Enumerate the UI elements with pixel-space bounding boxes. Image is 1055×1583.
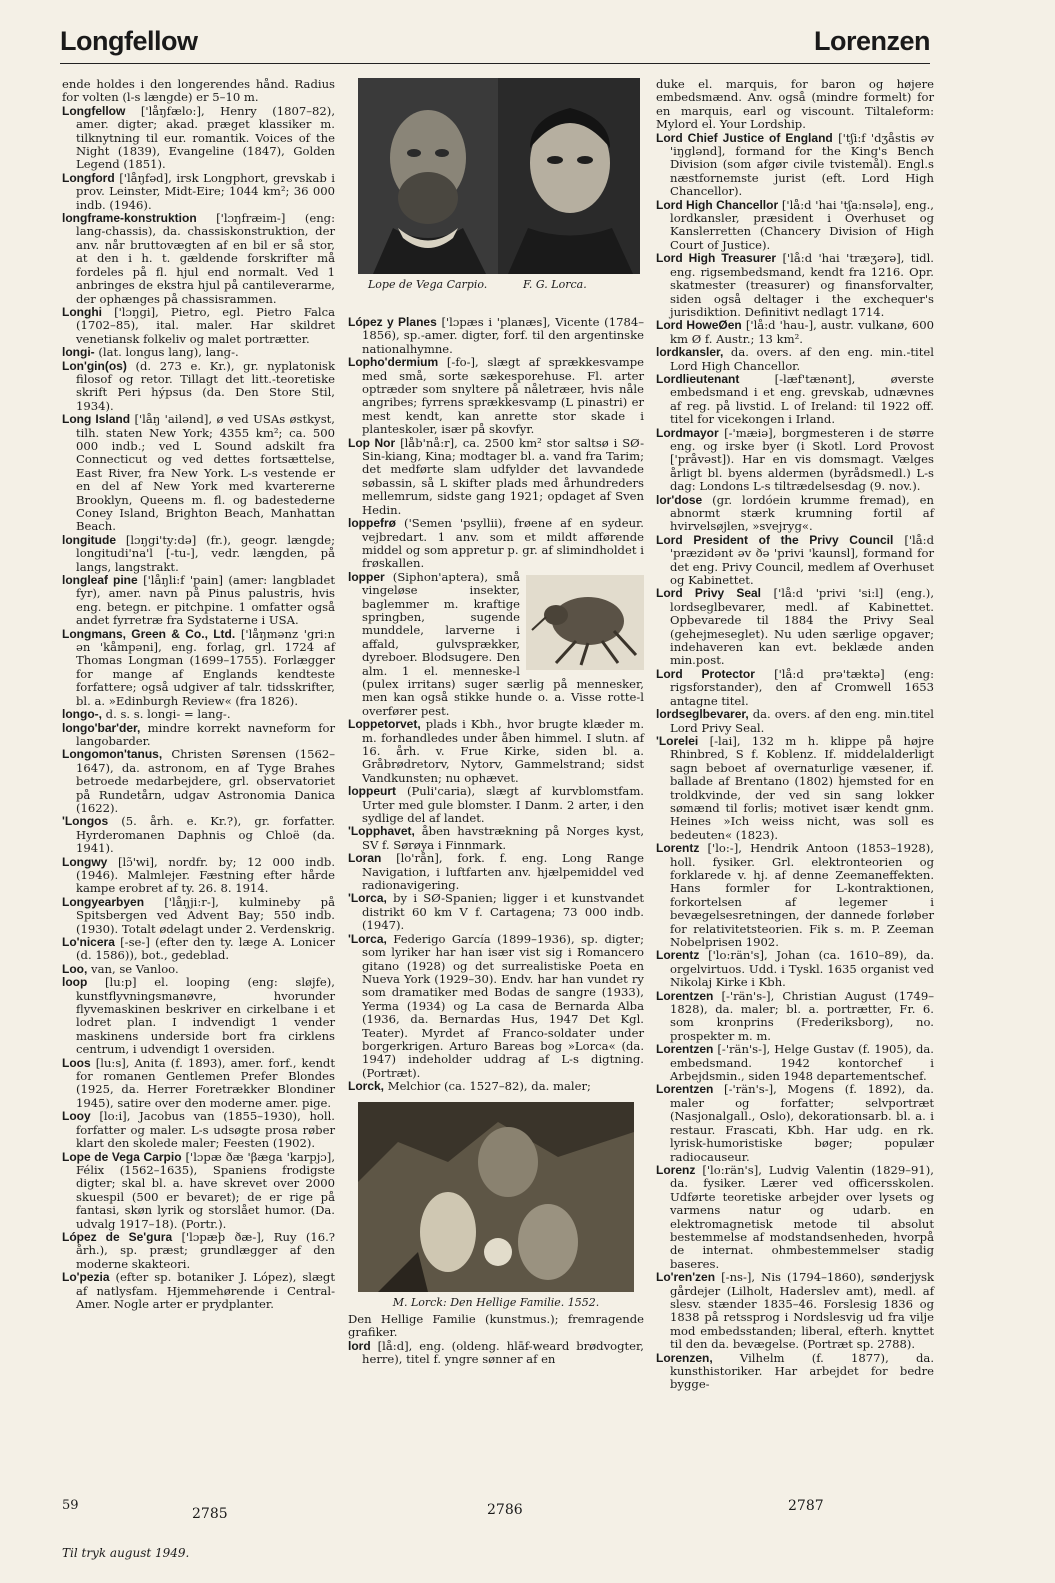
entry-headword: Loo, xyxy=(62,961,88,976)
entry-text: [-'rän's-], Helge Gustav (f. 1905), da. embedsmand. 1942 kontorchef i Arbejdsmin., siden 1948 departementschef. xyxy=(670,1042,934,1084)
dictionary-entry xyxy=(348,851,645,893)
entry-headword: Lord President of the Privy Council xyxy=(656,532,894,547)
dictionary-entry xyxy=(656,707,934,735)
dictionary-entry xyxy=(62,1270,335,1311)
entry-headword: lopper xyxy=(348,569,385,584)
column-number-middle: 2786 xyxy=(487,1502,523,1518)
entry-headword: Lorenzen, xyxy=(656,1350,713,1365)
dictionary-entry xyxy=(62,412,335,534)
entry-text: ['lɔŋgi], Pietro, egl. Pietro Falca (1702–85), ital. maler. Har skildret venetiansk folkeliv og malet portrætter. xyxy=(76,304,335,346)
entry-headword: longitude xyxy=(62,532,116,547)
dictionary-entry xyxy=(656,666,934,708)
entry-headword: Lorentz xyxy=(656,841,700,856)
entry-text: ['lå:d 'privi 'si:l] (eng.), lordseglbevarer, medl. af Kabinettet. Opbevarede til 1884 the Privy Seal (gehejmeseglet). Nu uden særlige opgaver; indehaveren kan evt. beklæde anden min.post. xyxy=(670,586,935,668)
dictionary-entry xyxy=(348,1313,644,1340)
entry-headword: lord xyxy=(348,1338,371,1353)
entry-text: ['lo:rän's], Ludvig Valentin (1829–91), da. fysiker. Lærer ved officersskolen. Udførte teoretiske arbejder over lysets og varmens natur og udarb. en elektromagnetisk metode til absolut bestemmelse af modstandsenheden, hvorpå de internat. ohmbestemmelser stadig baseres. xyxy=(670,1162,934,1271)
dictionary-entry xyxy=(62,961,335,976)
entry-text: [-se-] (efter den ty. læge A. Lonicer (d. 1586)), bot., gedeblad. xyxy=(76,935,336,963)
dictionary-entry xyxy=(62,1229,336,1271)
entry-text: [-fo-], slægt af sprækkesvampe med små, sorte sækesporehuse. Fl. arter optræder som snyltere på nåletræer, hvis nåle angribes; fyrrens sprækkesvamp (L pinastri) er mest kendt, kan anrette stor skade i planteskoler, især på skovfyr. xyxy=(362,355,644,437)
dictionary-entry xyxy=(62,211,335,306)
entry-headword: Long Island xyxy=(62,412,131,427)
caption-lorca: F. G. Lorca. xyxy=(523,278,587,291)
entry-text: ('Semen 'psyllii), frøene af en sydeur. vejbredart. 1 anv. som et mildt afførende middel og som appretur p. gr. af slimindholdet i frøskallen. xyxy=(362,516,644,571)
entry-text: Vilhelm (f. 1877), da. kunsthistoriker. Har arbejdet for bedre bygge- xyxy=(670,1350,935,1392)
entry-text: Den Hellige Familie (kunstmus.); fremragende grafiker. xyxy=(348,1311,644,1340)
entry-headword: Lord Protector xyxy=(656,666,755,681)
entry-headword: Lon'gin(os) xyxy=(62,358,127,373)
caption-lope: Lope de Vega Carpio. xyxy=(368,278,488,291)
entry-text: [-'rän's-], Christian August (1749–1828), da. maler; bl. a. portrætter, Fr. 6. som kronprins (Frederiksborg), no. prospekter m. m. xyxy=(670,988,934,1043)
dictionary-entry xyxy=(348,717,645,785)
entry-text: Christen Sørensen (1562–1647), da. astronom, en af Tyge Brahes betroede medarbejdere, grl. observatoriet på Rundetårn, udgav Astronomia Danica (1622). xyxy=(76,747,335,815)
entry-text: (gr. lordóein krumme fremad), en abnormt stærk krumning fortil af hvirvelsøjlen, »svejryg«. xyxy=(670,492,935,534)
column-number-left: 2785 xyxy=(192,1506,228,1522)
dictionary-entry xyxy=(62,720,336,749)
dictionary-entry xyxy=(348,1079,644,1094)
entry-text: [-ns-], Nis (1794–1860), sønderjysk gårdejer (Lilholt, Haderslev amt), medl. af slesv. stænder 1835–46. Forslesig 1836 og 1838 på retssprog i Nordslesvig ud fra vilje mod embedsstanden; liberal, efterh. knyttet til den da. bevægelse. (Portræt sp. 2788). xyxy=(670,1270,934,1352)
entry-text: ['låŋmənz 'gri:n ən 'kåmpəni], eng. forlag, grl. 1724 af Thomas Longman (1699–1755). Forlægger for mange af Englands kendteste forfattere; også udgiver af talr. tidsskrifter, bl. a. »Edinburgh Review« (fra 1826). xyxy=(76,626,335,708)
dictionary-entry xyxy=(656,1162,934,1271)
entry-headword: Longwy xyxy=(62,854,108,869)
entry-text: Melchior (ca. 1527–82), da. maler; xyxy=(387,1079,591,1094)
painting-lorck xyxy=(358,1102,634,1292)
entries-block-a xyxy=(348,316,644,571)
dictionary-entry xyxy=(62,747,335,815)
dictionary-entry xyxy=(348,784,644,826)
entry-headword: Lordmayor xyxy=(656,425,719,440)
entry-text: (Puli'caria), slægt af kurvblomstfam. Urter med gule blomster. I Danm. 2 arter, i den sydlige del af landet. xyxy=(362,784,644,826)
dictionary-entry xyxy=(62,345,335,360)
entry-headword: longframe-konstruktion xyxy=(62,211,197,226)
entry-headword: Lord High Treasurer xyxy=(656,251,777,266)
entry-headword: loppefrø xyxy=(348,516,396,531)
running-header xyxy=(60,26,930,62)
entry-headword: Lo'ren'zen xyxy=(656,1270,716,1285)
entry-text: (5. årh. e. Kr.?), gr. forfatter. Hyrderomanen Daphnis og Chloë (da. 1941). xyxy=(76,814,335,856)
entry-text: ['lɔpæþ ðæ-], Ruy (16.? årh.), sp. præst; grundlægger af den moderne skakteori. xyxy=(76,1229,336,1271)
column-right xyxy=(656,78,934,1392)
dictionary-entry xyxy=(62,78,335,105)
dictionary-entry xyxy=(348,435,644,517)
entry-headword: Looy xyxy=(62,1109,91,1124)
dictionary-entry xyxy=(62,935,336,963)
dictionary-entry xyxy=(62,1109,335,1151)
entries-block-c xyxy=(348,1313,644,1367)
entry-text: [lu:p] el. looping (eng: sløjfe), kunstflyvningsmanøvre, hvorunder flyvemaskinen beskriver en cirkelbane i et lodret plan. I indvendigt 1 vender maskinens underside bort fra cirklens centrum, i udvendigt 1 oversiden. xyxy=(76,975,335,1057)
entry-headword: Loos xyxy=(62,1055,91,1070)
dictionary-entry xyxy=(656,733,934,842)
entry-text: plads i Kbh., hvor brugte klæder m. m. forhandledes under åben himmel. I slutn. af 16. årh. v. Frue Kirke, siden bl. a. Gråbrødretorv, Nytorv, Gammelstrand; sidst Vandkunsten; nu ophævet. xyxy=(362,717,645,785)
entry-headword: Lorentzen xyxy=(656,1042,714,1057)
portrait-lope-de-vega xyxy=(358,78,500,274)
entry-headword: Loppetorvet, xyxy=(348,717,421,732)
entry-headword: Lord Privy Seal xyxy=(656,586,762,601)
entry-text: ['lo:rän's], Johan (ca. 1610–89), da. orgelvirtuos. Udd. i Tyskl. 1635 organist ved Nikolaj Kirke i Kbh. xyxy=(670,948,935,990)
entry-headword: longo'bar'der, xyxy=(62,720,141,735)
dictionary-entry xyxy=(656,1350,935,1392)
entries-block-b xyxy=(348,718,644,1093)
dictionary-entry xyxy=(656,1270,934,1352)
entry-text: ['lå:d 'hai 'tʃa:nsələ], eng., lordkansler, præsident i Overhuset og Kanslerretten (Chancery Division of High Court of Justice). xyxy=(670,197,934,252)
dictionary-entry xyxy=(348,315,644,356)
entry-headword: longi- xyxy=(62,345,95,360)
entry-headword: Lorenz xyxy=(656,1162,696,1177)
dictionary-entry xyxy=(656,492,935,534)
column-left xyxy=(62,78,335,1311)
entry-headword: Lopho'dermium xyxy=(348,355,439,370)
entry-text: mindre korrekt navneform for langobarder. xyxy=(76,720,336,748)
dictionary-entry xyxy=(656,78,934,132)
first-headword: Longfellow xyxy=(60,26,198,56)
dictionary-entry xyxy=(62,304,335,346)
entry-headword: Lorentz xyxy=(656,948,700,963)
entry-text: [lå:d], eng. (oldeng. hlāf-weard brødvogter, herre), titel f. yngre sønner af en xyxy=(362,1338,644,1367)
entry-headword: loppeurt xyxy=(348,784,396,799)
entry-headword: Lope de Vega Carpio xyxy=(62,1149,182,1164)
entry-text: (lat. longus lang), lang-. xyxy=(98,345,239,360)
painting-caption: M. Lorck: Den Hellige Familie. 1552. xyxy=(392,1295,600,1309)
entry-text: ['lå:d 'hau-], austr. vulkanø, 600 km Ø f. Austr.; 13 km². xyxy=(670,318,934,346)
entry-text: ['låŋ 'ailənd], ø ved USAs østkyst, tilh. staten New York; 4355 km²; ca. 500 000 indb.; ved L Sound adskilt fra Connecticut og ved dettes fortsættelse, East River, fra New York. L-s vestende er en del af New York med kvartererne Brooklyn, Queens m. fl. og badestederne Coney Island, Brighton Beach, Manhattan Beach. xyxy=(76,412,335,534)
entry-text: [-lai], 132 m h. klippe på højre Rhinbred, S f. Koblenz. If. middelalderligt sagn beboet af overnaturlige væsener, if. ballade af Brentano (1802) hjemsted for en troldkvinde, der ved sin sang lokker sømænd til forlis; motivet især kendt gnm. Heines »Ich weiss nicht, was soll es bedeuten« (1823). xyxy=(670,733,934,842)
entry-text: ['låŋfælo:], Henry (1807–82), amer. digter; akad. præget klassiker m. tilknytning til eur. romantik. Voices of the Night (1839), Evangeline (1847), Golden Legend (1851). xyxy=(76,103,336,172)
entry-headword: Loran xyxy=(348,851,382,866)
dictionary-entry xyxy=(62,626,335,708)
entry-headword: Lord High Chancellor xyxy=(656,197,779,212)
entry-text: [-læf'tænənt], øverste embedsmand i et eng. grevskab, udnævnes af reg. på livstid. L of Ireland: til 1922 off. titel for vicekongen i Irland. xyxy=(670,371,934,427)
entry-headword: 'Lorelei xyxy=(656,733,699,748)
dictionary-entry xyxy=(62,1055,335,1111)
entry-text: [-'mæiə], borgmesteren i de større eng. og irske byer (i Skotl. Lord Provost ['pråvəst]). Har en vis domsmagt. Vælges årligt bl. byens aldermen (byrådsmedl.) L-s dag: Londons L-s tiltrædelsesdag (9. nov.). xyxy=(670,425,935,494)
entry-headword: Longyearbyen xyxy=(62,894,145,909)
dictionary-entry xyxy=(62,573,336,628)
entry-headword: Lorentzen xyxy=(656,1082,714,1097)
dictionary-entry xyxy=(656,371,934,427)
dictionary-entry xyxy=(656,532,934,588)
entry-headword: Lorentzen xyxy=(656,988,714,1003)
last-headword: Lorenzen xyxy=(813,26,930,56)
entry-text: da. overs. af den eng. min.titel Lord Privy Seal. xyxy=(670,707,934,735)
entry-headword: Longford xyxy=(62,170,115,185)
entry-text: ['tʃi:f 'dʒåstis əv 'iŋglənd], formand for the King's Bench Division (som afgør civile tvistemål). Engl.s næstfornemste jurist (eft. Lord High Chancellor). xyxy=(670,130,935,199)
dictionary-entry xyxy=(62,707,335,722)
entry-headword: loop xyxy=(62,975,88,990)
page-footer xyxy=(62,1498,862,1528)
entry-headword: Lo'pezia xyxy=(62,1270,110,1285)
entry-text: ['låŋji:r-], kulmineby på Spitsbergen ved Advent Bay; 550 indb. (1930). Totalt ødelagt under 2. Verdenskrig. xyxy=(76,894,335,936)
dictionary-entry xyxy=(656,988,934,1044)
entry-text: ['låŋli:f 'pain] (amer: langbladet fyr), amer. navn på Pinus palustris, hvis eng. betegn. er pitchpine. 1 omfatter også andet fyrretræ fra Sydstaterne i USA. xyxy=(76,573,336,628)
entry-text: ['lå:d 'hai 'træʒərə], tidl. eng. rigsembedsmand, kendt fra 1216. Opr. skatmester (treasurer) og finansforvalter, siden også deltager i the exchequer's jurisdiktion. Definitivt nedlagt 1714. xyxy=(670,251,934,319)
entry-text: ['lå:d 'præzidənt əv ðə 'privi 'kaunsl], formand for det eng. Privy Council, medlem af Overhuset og Kabinettet. xyxy=(670,532,934,588)
portrait-figure xyxy=(348,78,644,310)
entry-text: [låb'nå:r], ca. 2500 km² stor saltsø i SØ-Sin-kiang, Kina; modtager bl. a. vand fra Tarim; det medførte slam udfylder det lavvandede søbassin, så L skifter plads med århundreders mellemrum, sidste gang 1921; opdaget af Sven Hedin. xyxy=(362,435,644,517)
column-middle xyxy=(348,78,644,1367)
entry-headword: 'Longos xyxy=(62,814,109,829)
entry-headword: 'Lorca, xyxy=(348,931,387,946)
dictionary-entry xyxy=(62,170,336,212)
dictionary-entry xyxy=(62,854,336,896)
dictionary-entry xyxy=(62,894,335,936)
entry-text: [lo'rån], fork. f. eng. Long Range Navigation, i luftfarten anv. hjælpemiddel ved radionavigering. xyxy=(362,851,645,893)
entry-text: [lɔ̃'wi], nordfr. by; 12 000 indb. (1946). Malmlejer. Fæstning efter hårde kampe erobret af ty. 26. 8. 1914. xyxy=(76,854,336,896)
entry-text: van, se Vanloo. xyxy=(91,961,179,976)
dictionary-entry xyxy=(656,1082,934,1164)
entry-text: duke el. marquis, for baron og højere embedsmænd. Anv. også (mindre formelt) for en marquis, earl og viscount. Tiltaleform: Mylord el. Your Lordship. xyxy=(656,77,934,132)
entry-headword: Lorck, xyxy=(348,1079,385,1094)
dictionary-entry xyxy=(348,891,644,933)
entry-headword: longleaf pine xyxy=(62,573,138,588)
entry-headword: Lop Nor xyxy=(348,435,396,450)
entry-text: åben havstrækning på Norges kyst, SV f. Sørøya i Finnmark. xyxy=(362,824,645,852)
flea-illustration xyxy=(526,575,644,670)
dictionary-entry xyxy=(656,318,934,346)
entry-text: (Siphon'aptera), små vingeløse insekter, baglemmer m. kraftige springben, sugende munddele, larverne i affald, gulvsprækker, dyreboer. Blodsugere. Den alm. 1 el. menneske-l (pulex irritans) suger særlig på mennesker, men kan også stikke hunde o. a. Visse rotte-l overfører pest. xyxy=(362,569,644,718)
entry-headword: Lord Chief Justice of England xyxy=(656,130,833,145)
entry-text: [lu:s], Anita (f. 1893), amer. forf., kendt for romanen Gentlemen Prefer Blondes (1925, da. Herrer Foretrækker Blondiner 1945), satire over den moderne amer. pige. xyxy=(76,1055,335,1110)
entry-headword: Longmans, Green & Co., Ltd. xyxy=(62,626,236,641)
entry-text: [lɔŋgi'ty:də] (fr.), geogr. længde; longitudi'na'l [-tu-], vedr. længden, på langs, langstrakt. xyxy=(76,532,336,574)
dictionary-entry xyxy=(656,130,935,199)
header-rule xyxy=(60,63,930,64)
entry-headword: lordkansler, xyxy=(656,345,724,360)
entry-text: Federigo García (1899–1936), sp. digter; som lyriker har han især vist sig i Romancero gitano (1928) og det surrealistiske Poeta en Nueva York (1929–30). Endv. har han vundet ry som dramatiker med Bodas de sangre (1933), Yerma (1934) og La casa de Bernarda Alba (1936, da. Bernardas Hus, 1947 Det Kgl. Teater). Myrdet af Franco-soldater under borgerkrigen. Arturo Bareas bog »Lorca« (da. 1947) indeholder uddrag af L-s digtning. (Portræt). xyxy=(362,931,644,1080)
entry-headword: 'Lopphavet, xyxy=(348,824,415,839)
entry-headword: Lo'nicera xyxy=(62,935,115,949)
entry-text: (efter sp. botaniker J. López), slægt af natlysfam. Hjemmehørende i Central-Amer. Nogle arter er prydplanter. xyxy=(76,1270,335,1311)
column-number-right: 2787 xyxy=(788,1498,824,1514)
dictionary-entry xyxy=(656,948,935,990)
entry-text: ['låŋfəd], irsk Longphort, grevskab i prov. Leinster, Midt-Eire; 1044 km²; 36 000 indb. (1946). xyxy=(76,170,336,212)
dictionary-entry xyxy=(656,345,934,373)
dictionary-entry xyxy=(62,1149,335,1231)
entry-text: da. overs. af den eng. min.-titel Lord High Chancellor. xyxy=(670,345,934,373)
entry-text: ['lɔpæ ðæ 'βæga 'karpjɔ], Félix (1562–1635), Spaniens frodigste digter; skal bl. a. have skrevet over 2000 skuespil (500 er bevaret); de er rige på fantasi, skøn lyrik og storslået humor. (Da. udvalg 1917–18). (Portr.). xyxy=(76,1149,335,1231)
entry-text: ['lå:d prə'tæktə] (eng: rigsforstander), den af Cromwell 1653 antagne titel. xyxy=(670,666,934,708)
dictionary-entry xyxy=(62,103,336,172)
entry-headword: López y Planes xyxy=(348,315,437,329)
entry-headword: 'Lorca, xyxy=(348,891,387,906)
entry-headword: Longfellow xyxy=(62,103,126,118)
entry-text: ['lo:-], Hendrik Antoon (1853–1928), holl. fysiker. Grl. elektronteorien og forklarede v. hj. af denne Zeemaneffekten. Hans formler for L-kontraktionen, forkortelsen af legemer i bevægelsesretningen, der dannede forløber for relativitetsteorien. Fik s. m. P. Zeeman Nobelprisen 1902. xyxy=(670,841,934,949)
print-date-note: Til tryk august 1949. xyxy=(62,1546,190,1560)
dictionary-entry xyxy=(656,425,935,494)
entry-headword: Longhi xyxy=(62,304,102,319)
entry-headword: Lordlieutenant xyxy=(656,371,740,386)
entry-text: (d. 273 e. Kr.), gr. nyplatonisk filosof og retor. Tillagt det litt.-teoretiske skrift Peri hýpsus (da. Den Store Stil, 1934). xyxy=(76,358,336,413)
entry-headword: longo-, xyxy=(62,707,102,722)
entry-headword: lordseglbevarer, xyxy=(656,707,749,722)
dictionary-entry xyxy=(656,197,934,253)
dictionary-entry xyxy=(62,532,336,574)
dictionary-entry xyxy=(656,586,935,668)
portrait-lorca xyxy=(498,78,640,274)
entry-headword: López de Se'gura xyxy=(62,1229,173,1244)
entry-text: ende holdes i den longerendes hånd. Radius for volten (l-s længde) er 5–10 m. xyxy=(62,77,335,105)
dictionary-entry xyxy=(348,824,645,852)
dictionary-entry xyxy=(348,931,644,1080)
entry-text: ['lɔŋfræim-] (eng: lang-chassis), da. chassiskonstruktion, der anv. når bruttovægten af en bil er så stor, at den i h. t. gældende forskrifter må fordeles på fl. hjul end normalt. Ved 1 anbringes de ekstra hjul på cantileverarme, der ophænges på chassisrammen. xyxy=(76,211,335,306)
entry-headword: lor'dose xyxy=(656,492,703,507)
entry-headword: Longomon'tanus, xyxy=(62,747,163,762)
dictionary-entry xyxy=(656,841,934,949)
dictionary-entry xyxy=(62,358,336,414)
page-number: 59 xyxy=(62,1498,79,1513)
dictionary-entry xyxy=(348,355,644,437)
entry-text: [-'rän's-], Mogens (f. 1892), da. maler og forfatter; selvportræt (Nasjonalgall., Oslo), dekorationsarb. bl. a. i restaur. Frascati, Kbh. Har udg. en rk. lyrisk-humoristiske bøger; populær radiocauseur. xyxy=(670,1082,934,1164)
entry-headword: Lord HoweØen xyxy=(656,318,742,333)
dictionary-entry xyxy=(62,814,335,856)
dictionary-entry xyxy=(656,1042,934,1084)
entry-text: d. s. s. longi- = lang-. xyxy=(105,707,231,722)
entry-text: [lo:i], Jacobus van (1855–1930), holl. forfatter og maler. L-s udsøgte prosa røber klart den skolede maler; Feesten (1902). xyxy=(76,1109,335,1151)
dictionary-entry xyxy=(656,251,934,319)
dictionary-entry xyxy=(348,1338,644,1367)
dictionary-entry xyxy=(62,975,335,1057)
entry-text: ['lɔpæs i 'planæs], Vicente (1784–1856), sp.-amer. digter, forf. til den argentinske nationalhymne. xyxy=(362,315,644,356)
dictionary-entry xyxy=(348,516,644,571)
entry-text: by i SØ-Spanien; ligger i et kunstvandet distrikt 60 km V f. Cartagena; 73 000 indb. (1947). xyxy=(362,891,644,933)
